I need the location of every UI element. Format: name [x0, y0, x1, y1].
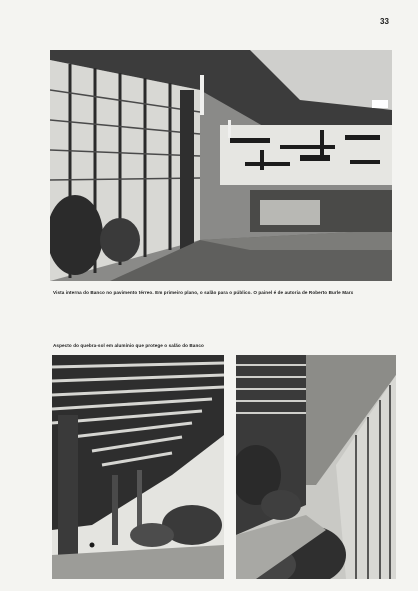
top-photo-caption: Vista interna do Banco no pavimento térreo. Em primeiro plano, o salão para o público. O painel é de autoria de Roberto Burle Marx — [53, 290, 354, 295]
bank-interior-ground-floor-photo — [50, 50, 392, 281]
middle-photo-caption: Aspecto do quebra-sol em alumínio que protege o salão do Banco — [53, 343, 204, 348]
page-number: 33 — [380, 17, 389, 26]
aluminum-sunbreaker-garden-photo — [236, 355, 396, 579]
aluminum-sunbreaker-street-photo — [52, 355, 224, 579]
